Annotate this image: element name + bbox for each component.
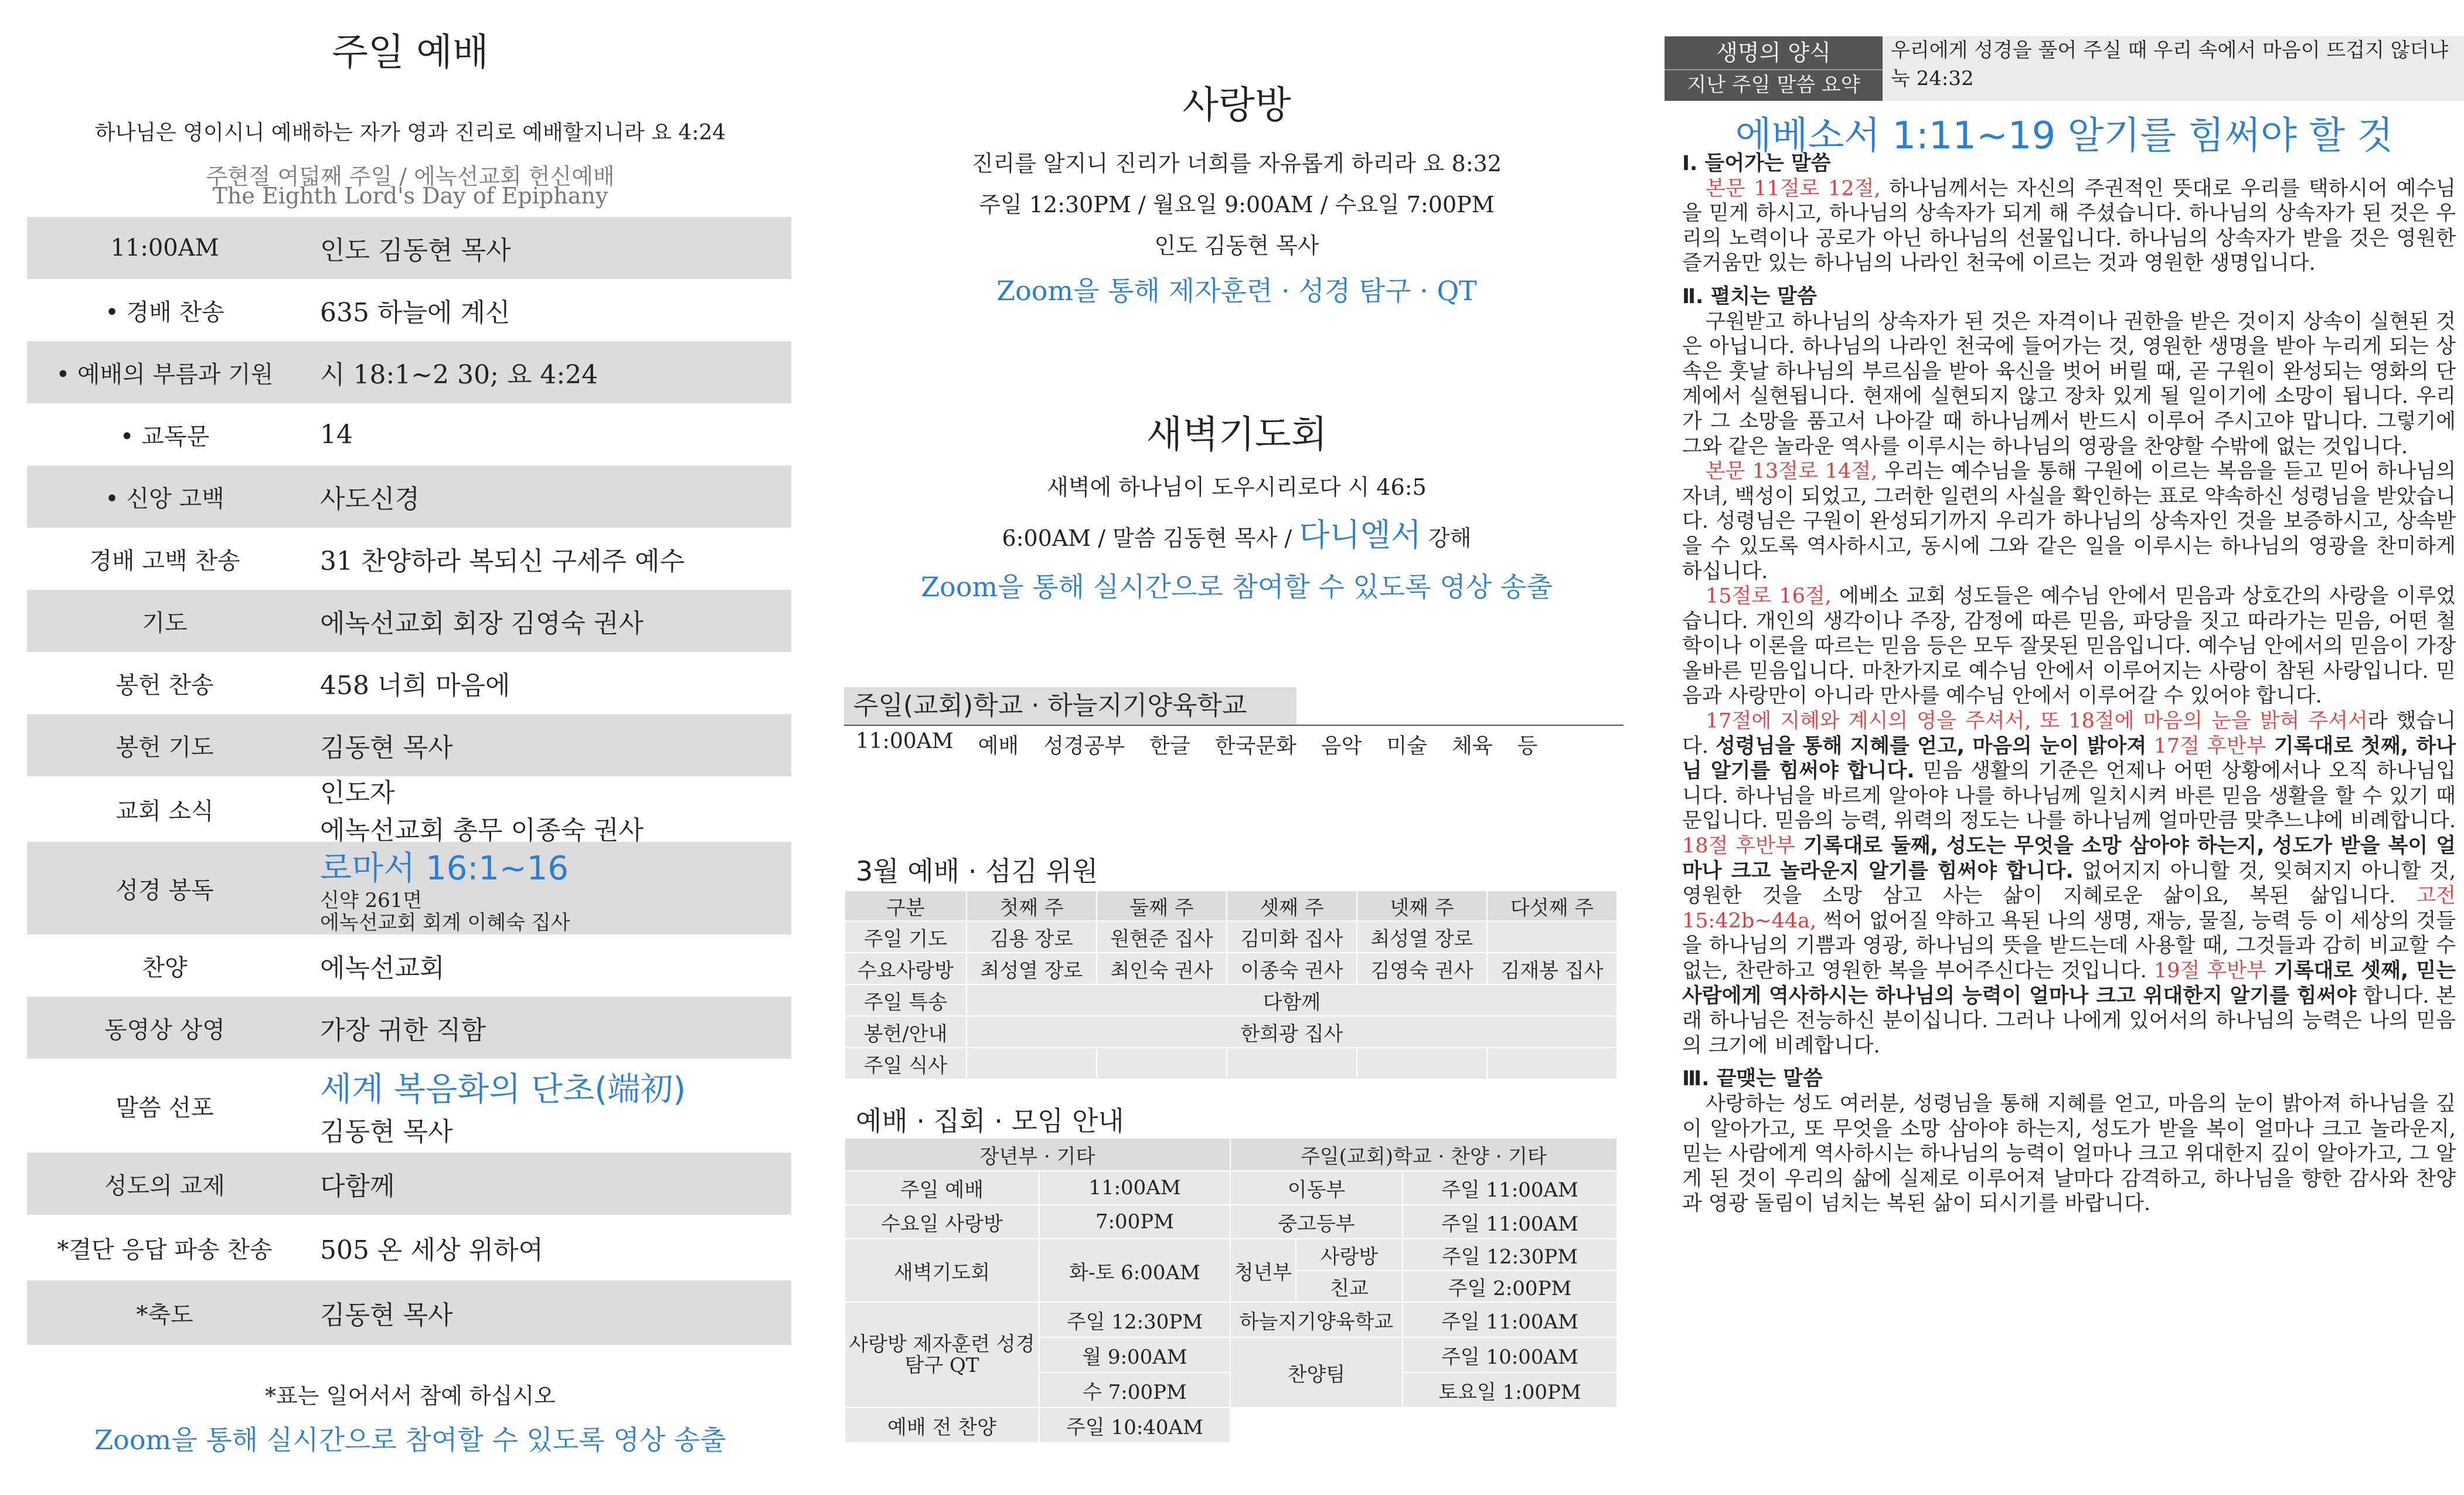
paragraph: 사랑하는 성도 여러분, 성령님을 통해 지혜를 얻고, 마음의 눈이 밝아져 하나님을 깊이 알아가고, 또 무엇을 소망 삼아야 하는지, 성도가 받을 복이 얼마나 크고 놀라운지, 믿는 사람에게 역사하시는 하나님의 능력이 얼마나 크고 위대한지 깊이 알아가고, 그 알게 된 것이 우리의 삶에 실제로 이루어져 날마다 감격하고, 하나님을 향한 감사와 찬양과 영광 돌림이 넘치는 복된 삶이 되시기를 바랍니다.	[1682, 1092, 2456, 1216]
table-cell: 사랑방	[1296, 1239, 1403, 1270]
paragraph-bold: 기록대로 셋째, 믿는 사람에게 역사하시는 하나님의 능력이 얼마나 크고 위대한지 알기를 힘써야	[1682, 959, 2456, 1008]
paragraph-text: 없어지지 아니할 것, 잊혀지지 아니할 것, 영원한 것을 소망 삼고 사는 삶이 지혜로운 삶이요, 복된 삶입니다.	[1682, 859, 2456, 908]
school-item: 체육	[1452, 734, 1493, 758]
scripture-ref: 18절 후반부	[1682, 834, 1795, 858]
table-header: 다섯째 주	[1487, 891, 1617, 921]
meetings-table	[844, 1137, 1618, 1443]
dawn-verse: 새벽에 하나님이 도우시리로다 시 46:5	[1047, 474, 1427, 500]
table-cell: 친교	[1296, 1270, 1403, 1302]
table-cell: 새벽기도회	[845, 1239, 1039, 1302]
paragraph-bold: 기록대로 첫째, 하나님 알기를 힘써야 합니다.	[1682, 734, 2456, 783]
table-header: 장년부 · 기타	[845, 1138, 1230, 1171]
table-row	[845, 984, 1617, 1016]
table-row	[845, 1048, 1617, 1079]
order-label: 교회 소식	[115, 797, 214, 825]
paragraph-text: 합니다. 본래 하나님은 전능하신 분이십니다. 그러나 나에게 있어서의 하나님의 능력은 나의 믿음의 크기에 비례합니다.	[1682, 984, 2456, 1058]
committee-table	[844, 890, 1618, 1080]
standing-note: *표는 일어서서 참예 하십시오	[265, 1383, 556, 1409]
dawn-zoom: Zoom을 통해 실시간으로 참여할 수 있도록 영상 송출	[921, 571, 1553, 603]
table-cell: 김영숙 권사	[1357, 953, 1487, 984]
table-cell: 찬양팀	[1230, 1337, 1403, 1408]
table-cell: 주일 2:00PM	[1403, 1270, 1617, 1302]
table-header: 주일(교회)학교 · 찬양 · 기타	[1230, 1138, 1617, 1171]
paragraph-text: 하나님께서는 자신의 주권적인 뜻대로 우리를 택하시어 예수님을 믿게 하시고, 하나님의 상속자가 되게 해 주셨습니다. 하나님의 상속자가 된 것은 우리의 노력이나 공로가 아닌 하나님의 선물입니다. 하나님의 상속자가 받을 것은 영원한 즐거움만 있는 하나님의 나라인 천국에 이르는 것과 영원한 생명입니다.	[1682, 176, 2456, 276]
dawn-book: 다니엘서	[1299, 517, 1421, 553]
paragraph-text	[2146, 735, 2153, 758]
school-item: 예배	[978, 734, 1019, 758]
order-row	[27, 1215, 791, 1280]
table-cell: 이종숙 권사	[1227, 953, 1357, 984]
scripture-ref: 17절 후반부	[2153, 734, 2266, 758]
sermon-column	[1665, 0, 2464, 1495]
dawn-title: 새벽기도회	[1146, 413, 1328, 457]
table-cell: 주일 12:30PM	[1039, 1302, 1230, 1337]
order-value: 인도 김동현 목사	[320, 236, 511, 266]
order-label: 성도의 교제	[104, 1172, 225, 1200]
order-label: 11:00AM	[110, 235, 219, 261]
order-value: 사도신경	[320, 484, 420, 514]
table-header: 구분	[845, 891, 966, 921]
sermon-title: 에베소서 1:11~19 알기를 힘써야 할 것	[1735, 114, 2394, 158]
school-item: 성경공부	[1043, 734, 1125, 758]
paragraph	[1682, 584, 2456, 709]
table-row	[845, 953, 1617, 984]
table-cell	[1357, 1048, 1487, 1079]
scripture-ref: 19절 후반부	[2153, 959, 2266, 983]
table-cell: 주일 11:00AM	[1403, 1205, 1617, 1239]
order-label: 봉헌 기도	[115, 733, 214, 761]
order-row	[27, 714, 791, 776]
sermon-tag-subtitle: 지난 주일 말씀 요약	[1665, 69, 1883, 100]
order-label: 봉헌 찬송	[115, 671, 214, 699]
paragraph-text: 우리는 예수님을 통해 구원에 이르는 복음을 듣고 믿어 하나님의 자녀, 백성이 되었고, 그러한 일련의 사실을 확인하는 표로 약속하신 성령님을 받았습니다. 성령님은 구원이 완성되기까지 우리가 하나님의 상속자인 것을 보증하시고, 상속받을 수 있도록 역사하시고, 동시에 그와 같은 일을 이루시는 하나님의 영광을 찬미하게 하십니다.	[1682, 460, 2456, 583]
school-item: 등	[1517, 734, 1538, 758]
order-value: 에녹선교회	[320, 953, 445, 983]
table-header: 첫째 주	[966, 891, 1097, 921]
table-cell: 월 9:00AM	[1039, 1337, 1230, 1372]
scripture-reference: 로마서 16:1~16	[320, 850, 569, 888]
order-value-line: 인도자	[320, 778, 395, 808]
table-cell	[1230, 1408, 1617, 1443]
committee-title: 3월 예배 · 섬김 위원	[856, 855, 1098, 887]
order-label: 기도	[142, 609, 188, 637]
order-label: 동영상 상영	[104, 1016, 225, 1044]
table-cell: 수요일 사랑방	[845, 1205, 1039, 1239]
order-of-service	[27, 217, 791, 1345]
table-row	[845, 1239, 1617, 1270]
table-cell: 하늘지기양육학교	[1230, 1302, 1403, 1337]
dawn-suffix: 강해	[1428, 525, 1472, 551]
order-value	[302, 772, 791, 847]
table-cell: 7:00PM	[1039, 1205, 1230, 1239]
school-item: 한국문화	[1214, 734, 1296, 758]
table-row	[845, 1138, 1617, 1171]
scripture-ref: 15절로 16절,	[1706, 585, 1832, 609]
table-row	[845, 1408, 1617, 1443]
scripture-page: 신약 261면	[320, 889, 423, 912]
order-value: 에녹선교회 회장 김영숙 권사	[320, 609, 644, 638]
paragraph-text: 에베소 교회 성도들은 예수님 안에서 믿음과 상호간의 사랑을 이루었습니다. 개인의 생각이나 주장, 감정에 따른 믿음, 파당을 짓고 따라가는 믿음, 어떤 철학이나 이론을 따르는 믿음 등은 모두 잘못된 믿음입니다. 예수님 안에서의 믿음이 가장 올바른 믿음입니다. 마찬가지로 예수님 안에서 이루어지는 사랑이 참된 사랑입니다. 믿음과 사랑만이 아니라 만사를 예수님 안에서 이루어갈 수 있어야 합니다.	[1682, 585, 2456, 708]
order-label: 경배 고백 찬송	[89, 547, 240, 575]
table-cell: 김미화 집사	[1227, 921, 1357, 953]
order-row	[27, 279, 791, 341]
order-value: 김동현 목사	[320, 733, 453, 763]
scripture-ref: 17절에 지혜와 계시의 영을 주셔서, 또 18절에 마음의 눈을 밝혀 주셔서	[1706, 709, 2368, 733]
paragraph-text: 썩어 없어질 약하고 욕된 나의 생명, 재능, 물질, 능력 등 이 세상의 것들을 하나님의 기쁨과 영광, 하나님의 뜻을 받드는데 사용할 때, 그것들과 감히 비교할 수 없는, 찬란하고 영원한 복을 부어주신다는 것입니다.	[1682, 909, 2456, 983]
scripture-reader: 에녹선교회 회계 이혜숙 집사	[320, 911, 570, 935]
order-row	[27, 776, 791, 845]
order-label: • 신앙 고백	[105, 485, 224, 512]
table-cell: 토요일 1:00PM	[1403, 1372, 1617, 1408]
order-value: 31 찬양하라 복되신 구세주 예수	[320, 546, 685, 576]
table-cell: 최인숙 권사	[1097, 953, 1227, 984]
sarangbang-times: 주일 12:30PM / 월요일 9:00AM / 수요일 7:00PM	[979, 192, 1495, 218]
table-cell	[1227, 1048, 1357, 1079]
table-cell	[1487, 921, 1617, 953]
table-cell: 주일 10:00AM	[1403, 1337, 1617, 1372]
order-label: 찬양	[142, 954, 188, 981]
table-row	[845, 1016, 1617, 1048]
table-cell: 주일 기도	[845, 921, 966, 953]
order-value: 다함께	[320, 1171, 395, 1201]
sermon-body	[1682, 151, 2456, 1217]
table-cell: 11:00AM	[1039, 1171, 1230, 1205]
sermon-verse: 우리에게 성경을 풀어 주실 때 우리 속에서 마음이 뜨겁지 않더냐 눅 24:32	[1883, 36, 2464, 101]
table-cell: 주일 12:30PM	[1403, 1239, 1617, 1270]
table-cell: 중고등부	[1230, 1205, 1403, 1239]
scripture-ref: 본문 13절로 14절,	[1706, 460, 1878, 484]
section-heading: Ⅱ. 펼치는 말씀	[1682, 284, 1817, 308]
section-heading: Ⅰ. 들어가는 말씀	[1682, 152, 1831, 175]
paragraph-text: 믿음 생활의 기준은 언제나 어떤 상황에서나 오직 하나님입니다. 하나님을 바르게 알아야 나를 하나님께 일치시켜 바른 믿음 생활을 할 수 있기 때문입니다. 믿음의 능력, 위력의 정도는 나를 하나님께 얼마만큼 맞추느냐에 비례합니다.	[1682, 759, 2456, 833]
worship-verse: 하나님은 영이시니 예배하는 자가 영과 진리로 예배할지니라 요 4:24	[94, 121, 726, 145]
table-header: 넷째 주	[1357, 891, 1487, 921]
order-label: 말씀 선포	[115, 1094, 214, 1122]
school-item: 음악	[1321, 734, 1362, 758]
sarangbang-zoom: Zoom을 통해 제자훈련 · 성경 탐구 · QT	[996, 275, 1477, 307]
meetings-title: 예배 · 집회 · 모임 안내	[856, 1105, 1124, 1137]
paragraph	[1682, 459, 2456, 584]
table-cell: 이동부	[1230, 1171, 1403, 1205]
table-cell: 주일 식사	[845, 1048, 966, 1079]
paragraph-bold: 기록대로 둘째, 성도는 무엇을 소망 삼아야 하는지, 성도가 받을 복이 얼마나 크고 놀라운지 알기를 힘써야 합니다.	[1682, 834, 2456, 883]
order-row	[27, 403, 791, 466]
order-row	[27, 935, 791, 997]
order-value: 시 18:1~2 30; 요 4:24	[320, 360, 598, 390]
table-cell: 원현준 집사	[1097, 921, 1227, 953]
order-value: 505 온 세상 위하여	[320, 1235, 543, 1265]
table-cell	[966, 1048, 1097, 1079]
order-value: 14	[320, 419, 353, 450]
school-items	[856, 729, 1618, 759]
paragraph-text: 라 했습니다.	[1682, 709, 2456, 758]
sarangbang-title: 사랑방	[1182, 84, 1291, 127]
order-row	[27, 590, 791, 652]
order-value: 가장 귀한 직함	[320, 1015, 486, 1045]
order-value	[302, 842, 791, 934]
table-cell: 청년부	[1230, 1239, 1296, 1302]
sarangbang-verse: 진리를 알지니 진리가 너희를 자유롭게 하리라 요 8:32	[971, 151, 1502, 176]
order-row	[27, 997, 791, 1059]
sermon-title: 세계 복음화의 단초(端初)	[320, 1071, 686, 1109]
order-row	[27, 1153, 791, 1215]
table-row	[845, 891, 1617, 921]
table-cell	[1487, 1048, 1617, 1079]
table-header: 둘째 주	[1097, 891, 1227, 921]
table-header: 셋째 주	[1227, 891, 1357, 921]
scripture-ref: 고전 15:42b~44a,	[1682, 884, 2456, 933]
dawn-times	[844, 510, 1629, 555]
order-row	[27, 1059, 791, 1153]
order-row	[27, 1280, 791, 1345]
table-cell: 주일 10:40AM	[1039, 1408, 1230, 1443]
order-row	[27, 217, 791, 279]
order-value: 김동현 목사	[320, 1300, 453, 1330]
table-row	[845, 1205, 1617, 1239]
order-label: *축도	[136, 1301, 193, 1328]
school-item: 한글	[1149, 734, 1190, 758]
order-label: • 예배의 부름과 기원	[56, 361, 274, 388]
sermon-tag-title: 생명의 양식	[1716, 40, 1831, 66]
school-item: 11:00AM	[856, 729, 954, 753]
order-label: • 교독문	[120, 423, 210, 450]
order-value	[302, 1064, 791, 1148]
order-row	[27, 341, 791, 403]
table-cell: 최성열 장로	[1357, 921, 1487, 953]
table-cell: 한희광 집사	[966, 1016, 1617, 1048]
preacher: 김동현 목사	[320, 1117, 453, 1147]
table-cell: 주일 예배	[845, 1171, 1039, 1205]
order-label: • 경배 찬송	[105, 298, 224, 326]
order-row	[27, 528, 791, 590]
paragraph	[1682, 176, 2456, 276]
order-row	[27, 466, 791, 528]
worship-subtitle: 주현절 여덟째 주일 / 에녹선교회 헌신예배	[206, 164, 615, 189]
order-value: 458 너희 마음에	[320, 671, 511, 701]
worship-title: 주일 예배	[332, 31, 489, 74]
table-row	[845, 1171, 1617, 1205]
order-value-line: 에녹선교회 총무 이종숙 권사	[320, 816, 644, 845]
sermon-tag	[1665, 36, 1883, 101]
table-cell: 주일 11:00AM	[1403, 1171, 1617, 1205]
table-cell: 봉헌/안내	[845, 1016, 966, 1048]
middle-column	[844, 0, 1629, 1495]
paragraph: 구원받고 하나님의 상속자가 된 것은 자격이나 권한을 받은 것이지 상속이 실현된 것은 아닙니다. 하나님의 나라인 천국에 들어가는 것, 영원한 생명을 받아 누리게 되는 상속은 훗날 하나님의 부르심을 받아 육신을 벗어 버릴 때, 곧 구원이 완성되는 영화의 단계에서 실현됩니다. 현재에 실현되지 않고 장차 있게 될 일이기에 소망이 됩니다. 우리가 그 소망을 품고서 나아갈 때 하나님께서 반드시 이루어 주시고야 맙니다. 그렇기에 그와 같은 놀라운 역사를 이루시는 하나님의 영광을 찬양할 수밖에 없는 것입니다.	[1682, 310, 2456, 458]
table-cell: 사랑방 제자훈련 성경 탐구 QT	[845, 1302, 1039, 1408]
order-row	[27, 652, 791, 714]
table-row	[845, 1302, 1617, 1337]
table-cell: 주일 11:00AM	[1403, 1302, 1617, 1337]
dawn-time-text: 6:00AM / 말씀 김동현 목사 /	[1002, 525, 1292, 551]
zoom-notice: Zoom을 통해 실시간으로 참여할 수 있도록 영상 송출	[94, 1424, 726, 1456]
scripture-ref: 본문 11절로 12절,	[1706, 176, 1881, 201]
table-cell: 최성열 장로	[966, 953, 1097, 984]
table-cell: 김재봉 집사	[1487, 953, 1617, 984]
order-label: *결단 응답 파송 찬송	[57, 1236, 273, 1263]
table-cell: 수 7:00PM	[1039, 1372, 1230, 1408]
paragraph	[1682, 709, 2456, 1058]
table-cell: 화-토 6:00AM	[1039, 1239, 1230, 1302]
worship-subtitle-en: The Eighth Lord's Day of Epiphany	[212, 183, 608, 209]
school-item: 미술	[1386, 734, 1428, 758]
order-label: 성경 봉독	[115, 876, 214, 904]
table-cell: 주일 특송	[845, 984, 966, 1016]
sarangbang-leader: 인도 김동현 목사	[1154, 233, 1319, 259]
section-heading: Ⅲ. 끝맺는 말씀	[1682, 1067, 1823, 1091]
table-row	[845, 921, 1617, 953]
table-cell: 다함께	[966, 984, 1617, 1016]
table-cell: 예배 전 찬양	[845, 1408, 1039, 1443]
table-cell	[1097, 1048, 1227, 1079]
school-title: 주일(교회)학교 · 하늘지기양육학교	[844, 687, 1296, 725]
order-value: 635 하늘에 계신	[320, 298, 511, 328]
paragraph-bold: 성령님을 통해 지혜를 얻고, 마음의 눈이 밝아져	[1716, 734, 2147, 758]
table-cell: 김용 장로	[966, 921, 1097, 953]
order-row	[27, 842, 791, 935]
worship-column	[0, 0, 821, 1495]
table-cell: 수요사랑방	[845, 953, 966, 984]
